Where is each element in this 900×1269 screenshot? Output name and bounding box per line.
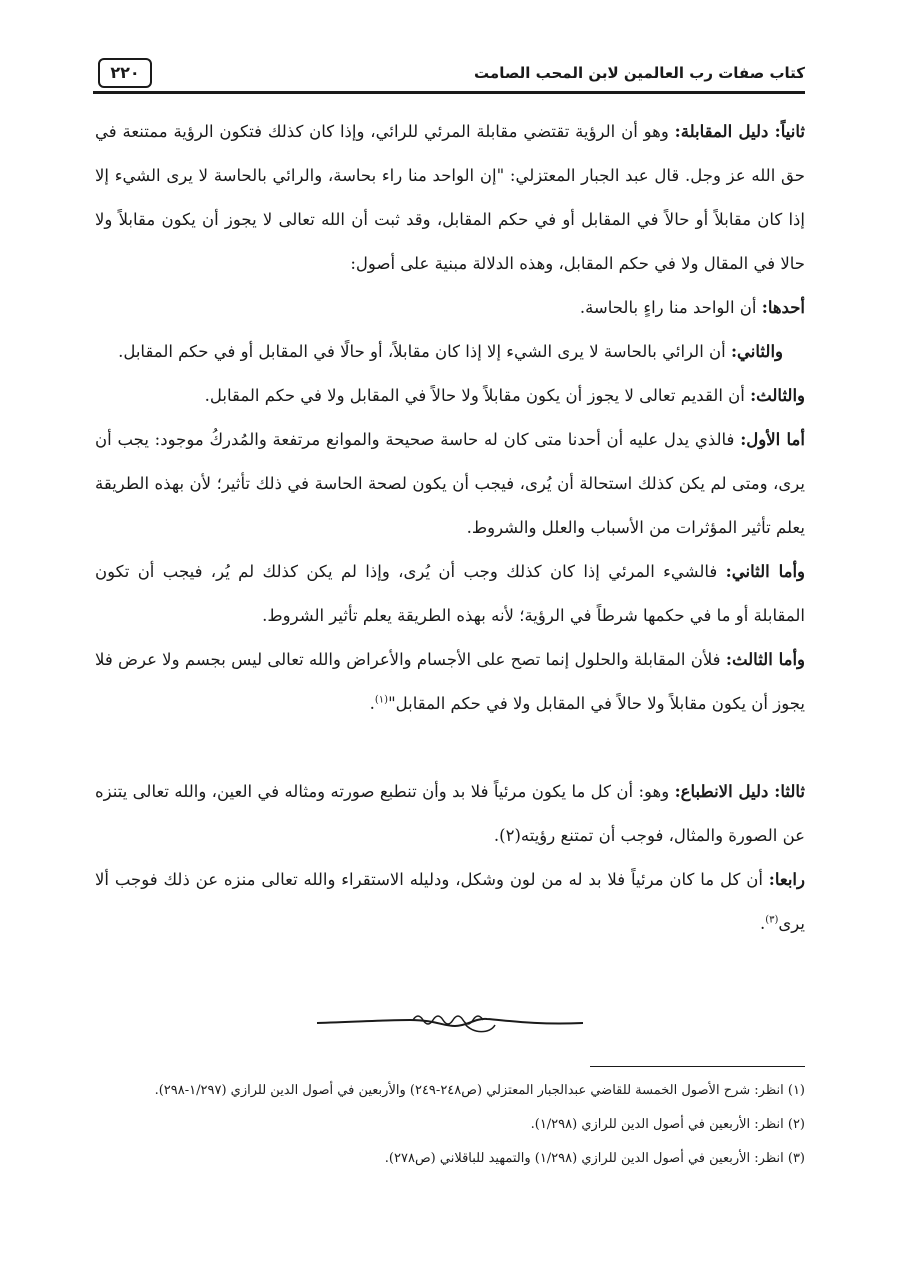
paragraph-text: أن الرائي بالحاسة لا يرى الشيء إلا إذا كان مقابلاً، أو حالًا في المقابل أو في حكم المقابل. [118, 342, 731, 361]
page-number-box: ٢٢٠ [98, 58, 152, 88]
paragraph-first-premise [95, 286, 805, 330]
paragraph-heading: ثالثا: دليل الانطباع: [674, 782, 805, 801]
header-rule [93, 91, 805, 94]
footnote-1: (١) انظر: شرح الأصول الخمسة للقاضي عبدالجبار المعتزلي (ص٢٤٨-٢٤٩) والأربعين في أصول الدين للرازي (١/٢٩٧-٢٩٨). [154, 1083, 805, 1098]
paragraph-text: أن الواحد منا راءٍ بالحاسة. [579, 298, 762, 317]
paragraph-heading: رابعا: [768, 870, 805, 889]
footnote-rule [590, 1066, 805, 1067]
section-divider-ornament [315, 1008, 585, 1038]
paragraph-heading: والثاني: [730, 342, 783, 361]
paragraph-first-argument [95, 418, 805, 550]
paragraph-text: فالذي يدل عليه أن أحدنا متى كان له حاسة صحيحة والموانع مرتفعة والمُدركُ موجود: يجب أن يرى، ومتى لم يكن كذلك استحالة أن يُرى، فيجب أن يكون لصحة الحاسة في ذلك تأثير؛ لأن بهذه الطريقة يعلم تأثير المؤثرات من الأسباب والعلل والشروط. [95, 430, 805, 537]
footnote-marker: (١) [374, 694, 389, 706]
paragraph-text: فلأن المقابلة والحلول إنما تصح على الأجسام والأعراض والله تعالى ليس بجسم ولا عرض فلا يجوز أن يكون مقابلاً ولا حالاً في المقابل ولا في حكم المقابل" [95, 650, 805, 713]
footnote-marker: (٣) [765, 914, 779, 926]
paragraph-text: أن القديم تعالى لا يجوز أن يكون مقابلاً ولا حالاً في المقابل ولا في حكم المقابل. [204, 386, 751, 405]
paragraph-heading: وأما الثالث: [725, 650, 805, 669]
paragraph-heading: ثانياً: دليل المقابلة: [674, 122, 805, 141]
paragraph-heading: وأما الثاني: [725, 562, 805, 581]
paragraph-text: فالشيء المرئي إذا كان كذلك وجب أن يُرى، وإذا لم يكن كذلك لم يُر، فيجب أن تكون المقابلة أو ما في حكمها شرطاً في الرؤية؛ لأنه بهذه الطريقة يعلم تأثير الشروط. [95, 562, 805, 625]
main-text [95, 110, 805, 946]
footnotes [95, 1074, 805, 1176]
paragraph-end: . [369, 694, 375, 713]
paragraph-second-argument [95, 550, 805, 638]
paragraph-text: وهو أن الرؤية تقتضي مقابلة المرئي للرائي، وإذا كان كذلك فتكون الرؤية ممتنعة في حق الله عز وجل. قال عبد الجبار المعتزلي: "إن الواحد منا راء بحاسة، والرائي بالحاسة لا يرى الشيء إلا إذا كان مقابلاً أو حالاً في المقابل أو في حكم المقابل، وقد ثبت أن الله تعالى لا يجوز أن يكون مقابلاً ولا حالا في المقال ولا في حكم المقابل، وهذه الدلالة مبنية على أصول: [95, 122, 805, 273]
paragraph-third-premise [95, 374, 805, 418]
paragraph-end: . [759, 914, 766, 933]
running-head [93, 58, 805, 90]
paragraph-heading: أما الأول: [740, 430, 805, 449]
paragraph-heading: أحدها: [761, 298, 805, 317]
footnote-3: (٣) انظر: الأربعين في أصول الدين للرازي (١/٢٩٨) والتمهيد للباقلاني (ص٢٧٨). [384, 1151, 805, 1166]
paragraph-proof-of-facing [95, 110, 805, 286]
paragraph-text: وهو: أن كل ما يكون مرئياً فلا بد وأن تنطبع صورته ومثاله في العين، والله تعالى يتنزه عن الصورة والمثال، فوجب أن تمتنع رؤيته(٢). [95, 782, 805, 845]
paragraph-text: أن كل ما كان مرئياً فلا بد له من لون وشكل، ودليله الاستقراء والله تعالى منزه عن ذلك فوجب ألا يرى [95, 870, 805, 933]
paragraph-second-premise [95, 330, 805, 374]
running-head-title: كتاب صفات رب العالمين لابن المحب الصامت [474, 64, 805, 82]
paragraph-fourth-proof [95, 858, 805, 946]
paragraph-heading: والثالث: [750, 386, 805, 405]
paragraph-proof-of-impression [95, 770, 805, 858]
paragraph-third-argument [95, 638, 805, 726]
footnote-2: (٢) انظر: الأربعين في أصول الدين للرازي (١/٢٩٨). [530, 1117, 805, 1132]
